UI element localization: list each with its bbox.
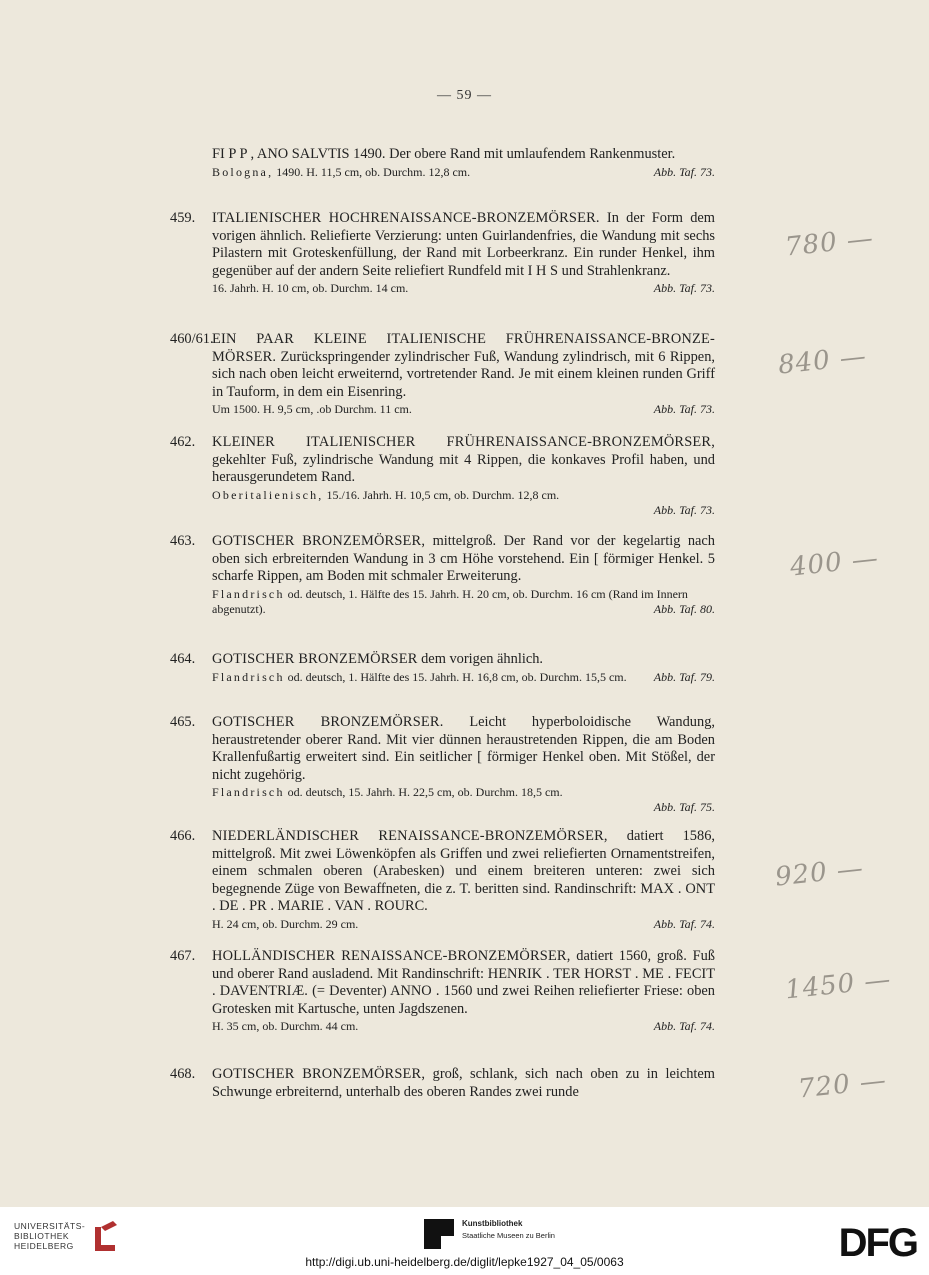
entry-dimensions: 16. Jahrh. H. 10 cm, ob. Durchm. 14 cm. [212,281,409,296]
entry-meta [170,402,715,417]
entry-description: datiert 1560, groß. Fuß und oberer Rand ausladend. Mit Randinschrift: HENRIK . TER HORST . ME . FECIT . DAVENTRIÆ. (= Deventer) ANNO . 1560 und zwei Reihen reliefierter Friese: oben Grotesken mit Kartusche, unten Jagdszenen. [212,948,715,1017]
entry-number: 464. [170,651,196,667]
entry-description: gekehlter Fuß, zylindrische Wandung mit 4 Rippen, die konkaves Profil haben, und herausgerundetem Rand. [212,451,715,486]
catalog-entry-462 [170,434,715,518]
intro-dimensions: 1490. H. 11,5 cm, ob. Durchm. 12,8 cm. [276,164,471,179]
intro-meta [212,165,715,180]
catalog-entry-467 [170,948,715,1034]
entry-title: EIN PAAR KLEINE ITALIENISCHE FRÜHRENAISSANCE-BRONZE-MÖRSER. [212,331,715,365]
catalog-entry-465 [170,714,715,815]
entry-dimensions: H. 24 cm, ob. Durchm. 29 cm. [212,916,359,931]
entry-number: 462. [170,434,196,450]
entry-number: 465. [170,714,196,730]
entry-number: 468. [170,1066,196,1082]
entry-meta [170,785,715,815]
entry-plate-ref: Abb. Taf. 74. [653,1019,715,1034]
entry-origin: Oberitalienisch, [212,487,324,502]
entry-number: 467. [170,948,196,964]
entry-dimensions: 15./16. Jahrh. H. 10,5 cm, ob. Durchm. 12,8 cm. [326,487,560,502]
entry-meta [170,587,715,617]
handwritten-price: 1450 — [783,964,893,1006]
entry-origin: Flandrisch [212,669,285,684]
entry-origin: Flandrisch [212,785,285,800]
entry-meta [170,281,715,296]
university-library-name: UNIVERSITÄTS- BIBLIOTHEK HEIDELBERG [14,1221,86,1251]
intro-origin: Bologna, [212,164,274,179]
entry-description: dem vorigen ähnlich. [421,651,543,667]
catalog-entry-459 [170,210,715,296]
entry-description: groß, schlank, sich nach oben zu in leichtem Schwunge erbreiternd, unterhalb des oberen Randes zwei runde [212,1066,715,1100]
intro-text: FI P P , ANO SALVTIS 1490. Der obere Rand mit umlaufendem Rankenmuster. [212,146,676,162]
entry-meta [170,1019,715,1034]
university-library-logo[interactable] [14,1219,119,1253]
intro-paragraph [212,146,715,180]
entry-dimensions: od. deutsch, 15. Jahrh. H. 22,5 cm, ob. Durchm. 18,5 cm. [287,785,563,800]
entry-title: NIEDERLÄNDISCHER RENAISSANCE-BRONZEMÖRSER, [212,828,608,844]
entry-number: 459. [170,210,196,226]
catalog-entry-464 [170,651,715,685]
catalog-entry-463 [170,533,715,617]
entry-title: ITALIENISCHER HOCHRENAISSANCE-BRONZEMÖRSER. [212,210,600,226]
entry-description: Zurückspringender zylindrischer Fuß, Wandung zylindrisch, mit 6 Rippen, sich nach oben leicht erweiternd, vortretender Rand. Je mit einem kleinen runden Griff in Tauform, in dem ein Eisenring. [212,348,715,400]
entry-plate-ref: Abb. Taf. 73. [653,402,715,417]
entry-title: GOTISCHER BRONZEMÖRSER, [212,533,426,549]
kunstbibliothek-title: Kunstbibliothek [462,1219,523,1228]
entry-title: GOTISCHER BRONZEMÖRSER [212,651,418,667]
entry-description: Leicht hyperboloidische Wandung, heraustretender oberer Rand. Mit vier dünnen heraustretenden Rippen, die am Boden Krallenfußartig erweitert sind. Ein seitlicher [ förmiger Henkel oben. Mit Stößel, der nicht zugehörig. [212,714,715,783]
handwritten-price: 400 — [788,543,881,583]
entry-plate-ref: Abb. Taf. 74. [653,916,715,931]
handwritten-price: 720 — [796,1065,889,1105]
catalog-entry-466 [170,828,715,932]
entry-plate-ref: Abb. Taf. 73. [653,281,715,296]
entry-number: 460/61. [170,331,214,347]
entry-title: GOTISCHER BRONZEMÖRSER, [212,1066,426,1082]
entry-plate-ref: Abb. Taf. 73. [653,502,715,517]
dfg-logo[interactable]: DFG [838,1221,917,1265]
entry-number: 463. [170,533,196,549]
kunstbibliothek-subtitle: Staatliche Museen zu Berlin [462,1231,555,1240]
entry-meta [170,917,715,932]
entry-title: KLEINER ITALIENISCHER FRÜHRENAISSANCE-BRONZEMÖRSER, [212,434,715,450]
entry-description: mittelgroß. Der Rand vor der kegelartig nach oben sich erbreiternden Wandung in 3 cm Höhe vorstehend. Ein [ förmiger Henkel. 5 scharfe Rippen, am Boden mit schmaler Erweiterung. [212,533,715,585]
kunstbibliothek-logo[interactable] [424,1219,555,1249]
entry-description: datiert 1586, mittelgroß. Mit zwei Löwenköpfen als Griffen und zwei reliefierten Ornamentstreifen, einem schmalen oberen (Arabesken) und einem breiteren unteren: zwei sich begegnende Züge von Bewaffneten, die z. T. beritten sind. Randinschrift: MAX . ONT . DE . PR . MARIE . VAN . ROURC. [212,828,715,915]
entry-dimensions: H. 35 cm, ob. Durchm. 44 cm. [212,1019,359,1034]
kunstbibliothek-mark-icon [424,1219,454,1249]
permalink-url[interactable]: http://digi.ub.uni-heidelberg.de/diglit/lepke1927_04_05/0063 [305,1255,624,1269]
entry-meta [170,670,715,685]
entry-origin: Flandrisch [212,586,285,601]
entry-plate-ref: Abb. Taf. 75. [653,800,715,815]
entry-plate-ref: Abb. Taf. 80. [653,601,715,616]
handwritten-price: 920 — [773,853,866,893]
handwritten-price: 780 — [783,223,876,263]
page-number: — 59 — [437,88,492,103]
entry-plate-ref: Abb. Taf. 79. [653,669,715,684]
entry-dimensions: Um 1500. H. 9,5 cm, .ob Durchm. 11 cm. [212,402,412,417]
catalog-entry-468 [170,1066,715,1101]
entry-dimensions: od. deutsch, 1. Hälfte des 15. Jahrh. H. 20 cm, ob. Durchm. 16 cm (Rand im Innern abgenutzt). [212,586,688,616]
entry-dimensions: od. deutsch, 1. Hälfte des 15. Jahrh. H. 16,8 cm, ob. Durchm. 15,5 cm. [287,669,627,684]
entry-meta [170,488,715,518]
university-crest-icon [93,1219,119,1253]
entry-title: HOLLÄNDISCHER RENAISSANCE-BRONZEMÖRSER, [212,948,571,964]
entry-description: In der Form dem vorigen ähnlich. Reliefierte Verzierung: unten Guirlandenfries, die Wandung mit sechs Pilastern mit Groteskenfüllung, der Rand mit Lorbeerkranz. Ein runder Henkel, ihm gegenüber auf der andern Seite reliefiert Rundfeld mit I H S und Strahlenkranz. [212,210,715,279]
entry-title: GOTISCHER BRONZEMÖRSER. [212,714,444,730]
catalog-entry-460-61 [170,331,715,417]
intro-plate-ref: Abb. Taf. 73. [653,164,715,179]
entry-number: 466. [170,828,196,844]
handwritten-price: 840 — [776,341,869,381]
